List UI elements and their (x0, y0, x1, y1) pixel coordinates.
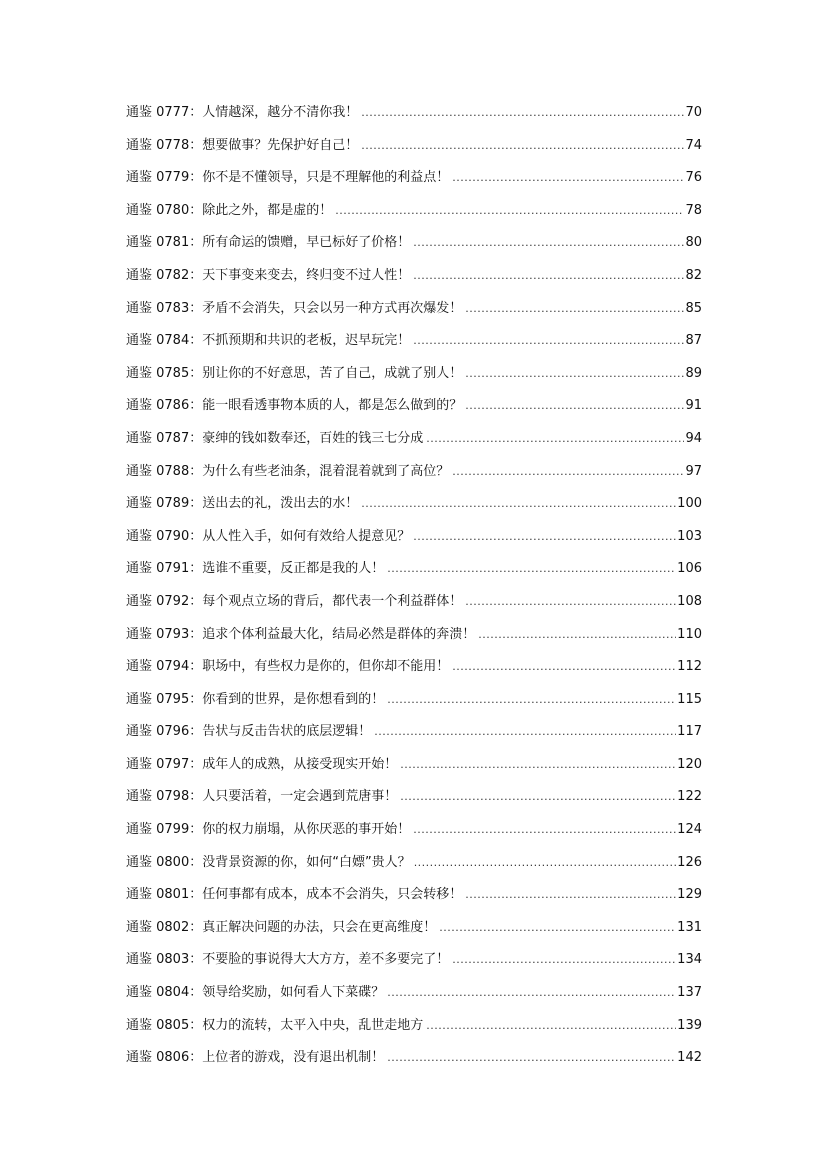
dot-leader (387, 684, 676, 717)
toc-entry-title: 通鉴 0794：职场中，有些权力是你的，但你却不能用！ (126, 659, 450, 675)
dot-leader (413, 227, 684, 260)
toc-entry-page-number: 87 (685, 333, 702, 349)
toc-entry-title: 通鉴 0778：想要做事？先保护好自己！ (126, 137, 359, 153)
toc-entry-title: 通鉴 0791：选谁不重要，反正都是我的人！ (126, 561, 385, 577)
toc-entry-title: 通鉴 0782：天下事变来变去，终归变不过人性！ (126, 267, 411, 283)
toc-entry-title: 通鉴 0796：告状与反击告状的底层逻辑！ (126, 724, 372, 740)
toc-entry[interactable] (126, 684, 702, 717)
dot-leader (361, 97, 684, 130)
toc-entry-page-number: 124 (677, 822, 702, 838)
toc-entry-title: 通鉴 0803：不要脸的事说得大大方方，差不多要完了！ (126, 952, 450, 968)
toc-entry-title: 通鉴 0788：为什么有些老油条，混着混着就到了高位？ (126, 463, 450, 479)
toc-entry-page-number: 129 (677, 887, 702, 903)
toc-entry-page-number: 94 (685, 430, 702, 446)
toc-entry-title: 通鉴 0786：能一眼看透事物本质的人，都是怎么做到的？ (126, 398, 463, 414)
toc-entry[interactable] (126, 977, 702, 1010)
toc-entry-title: 通鉴 0801：任何事都有成本，成本不会消失，只会转移！ (126, 887, 463, 903)
toc-entry[interactable] (126, 749, 702, 782)
toc-entry[interactable] (126, 260, 702, 293)
toc-entry-page-number: 70 (685, 105, 702, 120)
dot-leader (426, 423, 684, 456)
dot-leader (465, 390, 684, 423)
toc-entry-title: 通鉴 0781：所有命运的馈赠，早已标好了价格！ (126, 235, 411, 251)
dot-leader (452, 944, 676, 977)
toc-entry[interactable] (126, 325, 702, 358)
toc-entry-page-number: 89 (685, 365, 702, 381)
toc-entry-title: 通鉴 0783：矛盾不会消失，只会以另一种方式再次爆发！ (126, 300, 463, 316)
toc-entry[interactable] (126, 814, 702, 847)
toc-entry-title: 通鉴 0793：追求个体利益最大化，结局必然是群体的奔溃！ (126, 626, 476, 642)
dot-leader (414, 847, 676, 880)
toc-entry-title: 通鉴 0800：没背景资源的你，如何“白嫖”贵人？ (126, 854, 411, 870)
toc-entry-title: 通鉴 0802：真正解决问题的办法，只会在更高维度！ (126, 919, 437, 935)
toc-entry-page-number: 82 (685, 267, 702, 283)
toc-entry-page-number: 115 (677, 691, 702, 707)
dot-leader (413, 325, 684, 358)
toc-entry-page-number: 76 (685, 170, 702, 186)
toc-entry[interactable] (126, 944, 702, 977)
toc-entry-title: 通鉴 0806：上位者的游戏，没有退出机制！ (126, 1050, 385, 1066)
toc-entry[interactable] (126, 488, 702, 521)
dot-leader (465, 879, 676, 912)
toc-entry-page-number: 137 (677, 985, 702, 1001)
toc-entry-title: 通鉴 0787：豪绅的钱如数奉还，百姓的钱三七分成 (126, 430, 424, 446)
dot-leader (387, 553, 676, 586)
toc-entry-page-number: 112 (677, 659, 702, 675)
toc-entry-title: 通鉴 0792：每个观点立场的背后，都代表一个利益群体！ (126, 593, 463, 609)
dot-leader (374, 716, 676, 749)
dot-leader (452, 456, 684, 489)
toc-entry[interactable] (126, 619, 702, 652)
toc-entry-page-number: 108 (677, 593, 702, 609)
toc-entry-title: 通鉴 0797：成年人的成熟，从接受现实开始！ (126, 756, 398, 772)
toc-entry-title: 通鉴 0805：权力的流转，太平入中央，乱世走地方 (126, 1017, 424, 1033)
toc-entry-page-number: 142 (677, 1050, 702, 1066)
toc-entry-page-number: 110 (677, 626, 702, 642)
toc-entry[interactable] (126, 130, 702, 163)
toc-entry[interactable] (126, 358, 702, 391)
toc-entry[interactable] (126, 1010, 702, 1043)
dot-leader (465, 358, 684, 391)
toc-entry-title: 通鉴 0789：送出去的礼，泼出去的水！ (126, 496, 359, 512)
toc-entry-page-number: 120 (677, 756, 702, 772)
toc-entry[interactable] (126, 456, 702, 489)
dot-leader (452, 651, 676, 684)
dot-leader (361, 488, 676, 521)
toc-entry-title: 通鉴 0795：你看到的世界，是你想看到的！ (126, 691, 385, 707)
dot-leader (465, 293, 684, 326)
toc-entry-page-number: 80 (685, 235, 702, 251)
toc-entry-title: 通鉴 0784：不抓预期和共识的老板，迟早玩完！ (126, 333, 411, 349)
toc-entry[interactable] (126, 781, 702, 814)
toc-entry-page-number: 131 (677, 919, 702, 935)
toc-entry-page-number: 100 (677, 496, 702, 512)
dot-leader (478, 619, 676, 652)
toc-entry-page-number: 126 (677, 854, 702, 870)
toc-entry[interactable] (126, 162, 702, 195)
toc-entry[interactable] (126, 879, 702, 912)
toc-entry[interactable] (126, 390, 702, 423)
toc-entry[interactable] (126, 293, 702, 326)
toc-entry-page-number: 139 (677, 1017, 702, 1033)
toc-entry-page-number: 103 (677, 528, 702, 544)
toc-entry-title: 通鉴 0798：人只要活着，一定会遇到荒唐事！ (126, 789, 398, 805)
toc-entry[interactable] (126, 195, 702, 228)
dot-leader (387, 977, 676, 1010)
dot-leader (413, 260, 684, 293)
toc-entry-title: 通鉴 0790：从人性入手，如何有效给人提意见？ (126, 528, 411, 544)
dot-leader (413, 814, 676, 847)
toc-entry-title: 通鉴 0777：人情越深，越分不清你我！ (126, 105, 359, 120)
toc-entry[interactable] (126, 521, 702, 554)
dot-leader (426, 1010, 676, 1043)
toc-entry[interactable] (126, 586, 702, 619)
toc-entry[interactable] (126, 97, 702, 130)
toc-entry[interactable] (126, 912, 702, 945)
toc-entry-page-number: 134 (677, 952, 702, 968)
toc-entry-title: 通鉴 0779：你不是不懂领导，只是不理解他的利益点！ (126, 170, 450, 186)
dot-leader (400, 749, 676, 782)
dot-leader (413, 521, 676, 554)
table-of-contents (126, 97, 702, 1075)
toc-entry-page-number: 91 (685, 398, 702, 414)
dot-leader (387, 1042, 676, 1075)
toc-entry[interactable] (126, 553, 702, 586)
toc-entry-title: 通鉴 0780：除此之外，都是虚的！ (126, 202, 333, 218)
toc-entry[interactable] (126, 1042, 702, 1075)
toc-entry-title: 通鉴 0804：领导给奖励，如何看人下菜碟？ (126, 985, 385, 1001)
toc-entry-page-number: 78 (685, 202, 702, 218)
toc-entry[interactable] (126, 227, 702, 260)
toc-entry[interactable] (126, 423, 702, 456)
toc-entry-page-number: 74 (685, 137, 702, 153)
dot-leader (439, 912, 676, 945)
toc-entry-page-number: 122 (677, 789, 702, 805)
toc-entry-page-number: 85 (685, 300, 702, 316)
toc-entry-page-number: 106 (677, 561, 702, 577)
dot-leader (452, 162, 684, 195)
dot-leader (465, 586, 676, 619)
dot-leader (361, 130, 684, 163)
dot-leader (400, 781, 676, 814)
toc-entry[interactable] (126, 847, 702, 880)
toc-entry[interactable] (126, 651, 702, 684)
toc-entry[interactable] (126, 716, 702, 749)
dot-leader (335, 195, 684, 228)
toc-entry-title: 通鉴 0785：别让你的不好意思，苦了自己，成就了别人！ (126, 365, 463, 381)
toc-entry-page-number: 97 (685, 463, 702, 479)
toc-entry-title: 通鉴 0799：你的权力崩塌，从你厌恶的事开始！ (126, 822, 411, 838)
toc-entry-page-number: 117 (677, 724, 702, 740)
